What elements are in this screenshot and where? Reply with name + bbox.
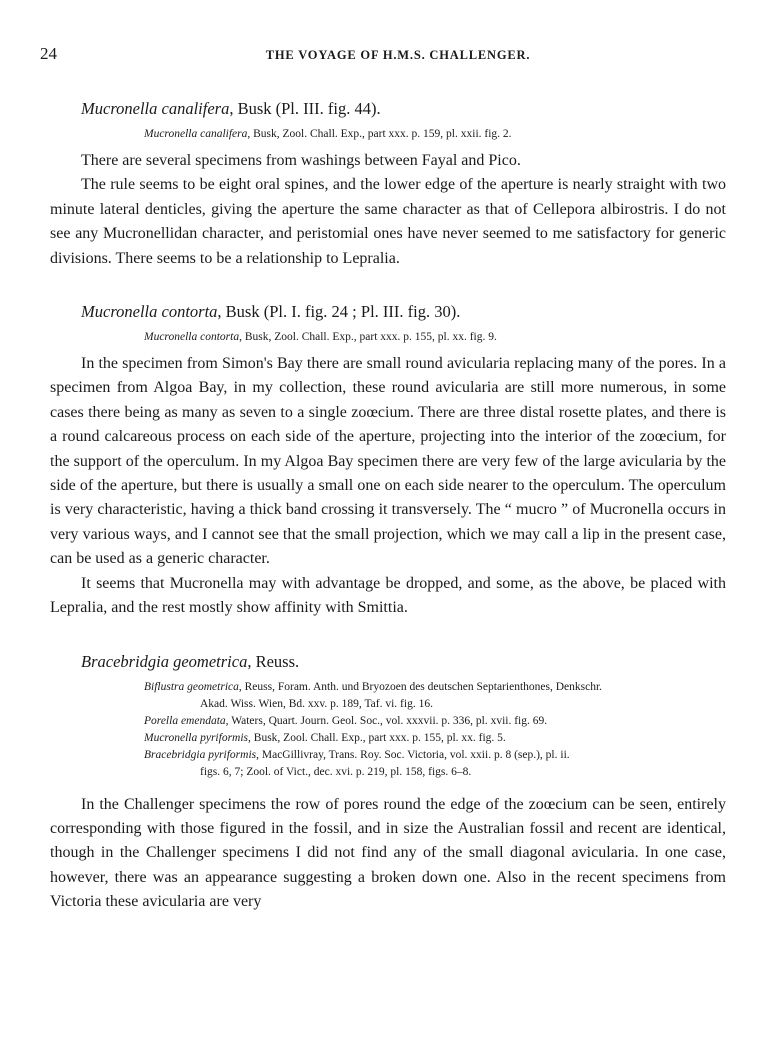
synonym-citation: , Busk, Zool. Chall. Exp., part xxx. p. 155, pl. xx. fig. 5. <box>248 731 506 744</box>
species-authority: , Reuss. <box>247 651 300 671</box>
species-heading <box>81 651 726 673</box>
synonym-reference <box>144 329 726 346</box>
synonym-name: Mucronella pyriformis <box>144 731 249 744</box>
synonym-citation: , Busk, Zool. Chall. Exp., part xxx. p. 159, pl. xxii. fig. 2. <box>247 128 512 140</box>
species-heading <box>81 301 726 323</box>
synonym-reference <box>144 679 726 696</box>
synonym-name: Bracebridgia pyriformis <box>144 748 257 761</box>
species-section <box>50 301 726 620</box>
species-name: Mucronella canalifera <box>81 99 230 118</box>
synonym-citation: , Busk, Zool. Chall. Exp., part xxx. p. 155, pl. xx. fig. 9. <box>239 331 497 344</box>
body-paragraph: The rule seems to be eight oral spines, and the lower edge of the aperture is nearly straight with two minute lateral denticles, giving the aperture the same character as that of Cellepora albirostris. I do not see any Mucronellidan character, and peristomial ones have never seemed to me satisfactory for generic divisions. There seems to be a relationship to Lepralia. <box>50 176 726 267</box>
species-heading <box>81 98 726 120</box>
species-authority: , Busk (Pl. I. fig. 24 ; Pl. III. fig. 30). <box>217 302 461 322</box>
synonym-name: Mucronella canalifera <box>144 128 248 140</box>
synonym-name: Biflustra geometrica <box>144 680 239 693</box>
synonym-reference <box>144 126 726 143</box>
species-authority: , Busk (Pl. III. fig. 44). <box>229 99 381 118</box>
synonym-name: Mucronella contorta <box>144 331 240 344</box>
synonym-citation: , Waters, Quart. Journ. Geol. Soc., vol. xxxvii. p. 336, pl. xvii. fig. 69. <box>225 714 548 727</box>
synonym-reference <box>144 713 726 730</box>
synonym-citation-continued: Akad. Wiss. Wien, Bd. xxv. p. 189, Taf. vi. fig. 16. <box>200 697 433 710</box>
body-paragraph: In the Challenger specimens the row of pores round the edge of the zoœcium can be seen, entirely corresponding with those figured in the fossil, and in size the Australian fossil and recent are identical, though in the Challenger specimens I did not find any of the small diagonal avicularia. In one case, however, there was an appearance suggesting a broken down one. Also in the recent specimens from Victoria these avicularia are very <box>50 795 726 911</box>
synonym-citation-continued: figs. 6, 7; Zool. of Vict., dec. xvi. p. 219, pl. 158, figs. 6–8. <box>200 765 472 778</box>
species-name: Mucronella contorta <box>81 302 218 322</box>
species-name: Bracebridgia geometrica <box>81 651 248 671</box>
body-paragraph: There are several specimens from washings between Fayal and Pico. <box>81 152 521 169</box>
species-section <box>50 98 726 271</box>
species-section <box>50 651 726 915</box>
page-body <box>50 98 726 915</box>
body-paragraph: It seems that Mucronella may with advantage be dropped, and some, as the above, be placed with Lepralia, and the rest mostly show affinity with Smittia. <box>50 574 726 617</box>
synonym-citation: , MacGillivray, Trans. Roy. Soc. Victoria, vol. xxii. p. 8 (sep.), pl. ii. <box>256 748 570 761</box>
synonymy-list <box>144 679 726 781</box>
synonym-reference <box>144 730 726 747</box>
page-header <box>40 44 726 66</box>
synonym-citation: , Reuss, Foram. Anth. und Bryozoen des deutschen Septarienthones, Denkschr. <box>238 680 603 693</box>
synonym-name: Porella emendata <box>144 714 226 727</box>
synonym-reference <box>144 747 726 764</box>
body-paragraph: In the specimen from Simon's Bay there are small round avicularia replacing many of the pores. In a specimen from Algoa Bay, in my collection, these round avicularia are still more numerous, in some cases there being as many as seven to a single zoœcium. There are three distal rosette plates, and there is a round calcareous process on each side of the aperture, projecting into the interior of the zoœcium, for the support of the operculum. In my Algoa Bay specimen there are very few of the large avicularia by the side of the aperture, but there is usually a small one on each side nearer to the operculum. The operculum is very characteristic, having a thick band crossing it transversely. The “ mucro ” of Mucronella occurs in very various ways, and I cannot see that the small projection, which we may call a lip in the present case, can be used as a generic character. <box>50 355 726 568</box>
page-number: 24 <box>40 44 57 63</box>
running-title: THE VOYAGE OF H.M.S. CHALLENGER. <box>265 48 531 62</box>
